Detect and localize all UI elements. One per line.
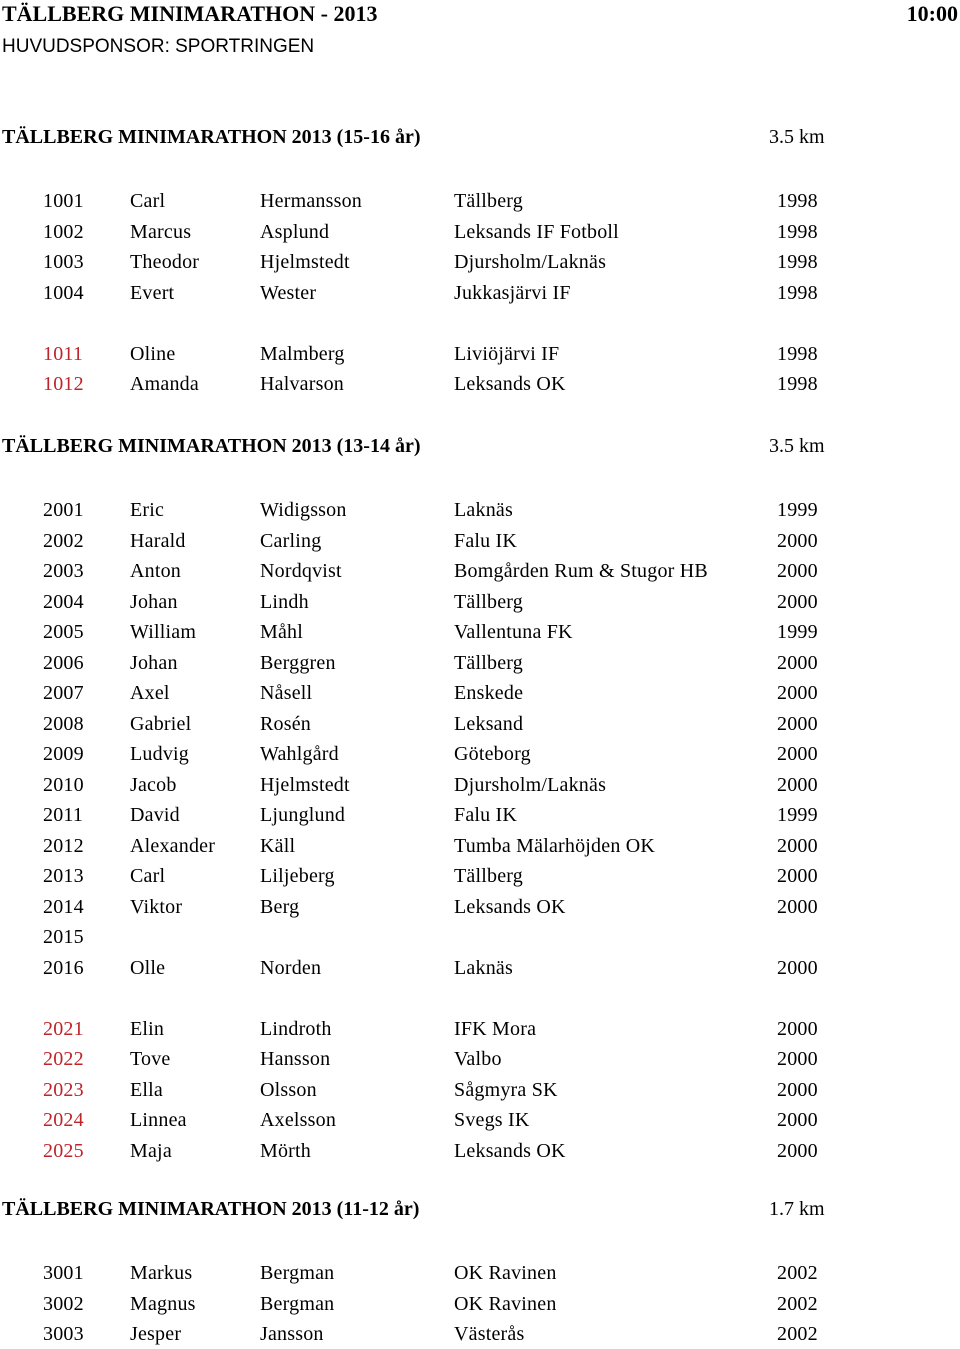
first-name: David xyxy=(130,804,180,826)
last-name: Lindroth xyxy=(260,1018,332,1040)
bib-number: 2025 xyxy=(43,1140,84,1162)
entry-row xyxy=(0,678,960,708)
section-distance: 3.5 km xyxy=(769,435,825,457)
club-name: Djursholm/Laknäs xyxy=(454,774,607,796)
bib-number: 2009 xyxy=(43,743,84,765)
last-name: Hermansson xyxy=(260,190,362,212)
bib-number: 1011 xyxy=(43,343,84,365)
club-name: Tällberg xyxy=(454,865,523,887)
birth-year: 2000 xyxy=(777,1048,818,1070)
birth-year: 1998 xyxy=(777,251,818,273)
club-name: Tällberg xyxy=(454,591,523,613)
entry-row xyxy=(0,339,960,369)
club-name: Bomgården Rum & Stugor HB xyxy=(454,560,708,582)
entry-row xyxy=(0,709,960,739)
last-name: Bergman xyxy=(260,1293,335,1315)
last-name: Berg xyxy=(260,896,300,918)
birth-year: 1998 xyxy=(777,190,818,212)
last-name: Nordqvist xyxy=(260,560,342,582)
section-heading xyxy=(2,1194,960,1224)
last-name: Wester xyxy=(260,282,317,304)
birth-year: 2000 xyxy=(777,1109,818,1131)
birth-year: 1999 xyxy=(777,804,818,826)
birth-year: 2000 xyxy=(777,1079,818,1101)
birth-year: 1998 xyxy=(777,343,818,365)
bib-number: 2004 xyxy=(43,591,84,613)
first-name: Linnea xyxy=(130,1109,187,1131)
birth-year: 2000 xyxy=(777,896,818,918)
club-name: Laknäs xyxy=(454,957,513,979)
club-name: Valbo xyxy=(454,1048,502,1070)
bib-number: 2021 xyxy=(43,1018,84,1040)
entry-row xyxy=(0,861,960,891)
birth-year: 1998 xyxy=(777,373,818,395)
club-name: Leksand xyxy=(454,713,524,735)
club-name: Sågmyra SK xyxy=(454,1079,558,1101)
birth-year: 2000 xyxy=(777,957,818,979)
last-name: Hjelmstedt xyxy=(260,774,350,796)
last-name: Olsson xyxy=(260,1079,317,1101)
first-name: Evert xyxy=(130,282,175,304)
start-time: 10:00 xyxy=(906,1,958,26)
club-name: Jukkasjärvi IF xyxy=(454,282,571,304)
entry-row xyxy=(0,278,960,308)
birth-year: 2002 xyxy=(777,1323,818,1345)
first-name: Amanda xyxy=(130,373,199,395)
entry-row xyxy=(0,186,960,216)
birth-year: 2000 xyxy=(777,835,818,857)
bib-number: 2005 xyxy=(43,621,84,643)
club-name: Tumba Mälarhöjden OK xyxy=(454,835,656,857)
last-name: Norden xyxy=(260,957,322,979)
birth-year: 1998 xyxy=(777,221,818,243)
last-name: Käll xyxy=(260,835,296,857)
last-name: Berggren xyxy=(260,652,336,674)
bib-number: 1003 xyxy=(43,251,84,273)
birth-year: 2000 xyxy=(777,682,818,704)
birth-year: 2000 xyxy=(777,560,818,582)
bib-number: 2003 xyxy=(43,560,84,582)
last-name: Malmberg xyxy=(260,343,345,365)
entry-row xyxy=(0,953,960,983)
first-name: William xyxy=(130,621,197,643)
first-name: Eric xyxy=(130,499,165,521)
birth-year: 2000 xyxy=(777,530,818,552)
section-distance: 1.7 km xyxy=(769,1198,825,1220)
birth-year: 2000 xyxy=(777,591,818,613)
club-name: Leksands OK xyxy=(454,373,566,395)
first-name: Johan xyxy=(130,591,178,613)
entry-row xyxy=(0,217,960,247)
last-name: Måhl xyxy=(260,621,304,643)
first-name: Tove xyxy=(130,1048,171,1070)
bib-number: 2011 xyxy=(43,804,84,826)
birth-year: 2000 xyxy=(777,713,818,735)
last-name: Asplund xyxy=(260,221,330,243)
bib-number: 2001 xyxy=(43,499,84,521)
section-heading xyxy=(2,122,960,152)
first-name: Magnus xyxy=(130,1293,196,1315)
first-name: Marcus xyxy=(130,221,192,243)
page-title: TÄLLBERG MINIMARATHON - 2013 xyxy=(2,1,378,26)
last-name: Rosén xyxy=(260,713,311,735)
last-name: Lindh xyxy=(260,591,309,613)
birth-year: 2002 xyxy=(777,1293,818,1315)
last-name: Jansson xyxy=(260,1323,324,1345)
birth-year: 1999 xyxy=(777,621,818,643)
sponsor-line: HUVUDSPONSOR: SPORTRINGEN xyxy=(2,36,315,57)
club-name: OK Ravinen xyxy=(454,1262,557,1284)
bib-number: 2002 xyxy=(43,530,84,552)
last-name: Halvarson xyxy=(260,373,344,395)
section-distance: 3.5 km xyxy=(769,126,825,148)
birth-year: 2000 xyxy=(777,1018,818,1040)
entry-row xyxy=(0,1014,960,1044)
bib-number: 3002 xyxy=(43,1293,84,1315)
first-name: Carl xyxy=(130,190,166,212)
first-name: Ludvig xyxy=(130,743,189,765)
bib-number: 2007 xyxy=(43,682,84,704)
bib-number: 2010 xyxy=(43,774,84,796)
entry-row xyxy=(0,831,960,861)
first-name: Viktor xyxy=(130,896,183,918)
first-name: Harald xyxy=(130,530,186,552)
club-name: Falu IK xyxy=(454,530,518,552)
entry-row xyxy=(0,617,960,647)
club-name: Leksands IF Fotboll xyxy=(454,221,619,243)
club-name: Enskede xyxy=(454,682,524,704)
first-name: Oline xyxy=(130,343,176,365)
club-name: Tällberg xyxy=(454,652,523,674)
birth-year: 2000 xyxy=(777,1140,818,1162)
entry-row xyxy=(0,892,960,922)
entry-row xyxy=(0,1136,960,1166)
club-name: Falu IK xyxy=(454,804,518,826)
entry-row xyxy=(0,800,960,830)
bib-number: 3001 xyxy=(43,1262,84,1284)
bib-number: 2022 xyxy=(43,1048,84,1070)
entry-row xyxy=(0,739,960,769)
last-name: Ljunglund xyxy=(260,804,346,826)
entry-row xyxy=(0,1258,960,1288)
entry-row xyxy=(0,556,960,586)
entry-row xyxy=(0,770,960,800)
section-title: TÄLLBERG MINIMARATHON 2013 (13-14 år) xyxy=(2,435,421,457)
first-name: Johan xyxy=(130,652,178,674)
bib-number: 2024 xyxy=(43,1109,84,1131)
club-name: OK Ravinen xyxy=(454,1293,557,1315)
club-name: Göteborg xyxy=(454,743,531,765)
section-title: TÄLLBERG MINIMARATHON 2013 (11-12 år) xyxy=(2,1198,420,1220)
last-name: Hansson xyxy=(260,1048,331,1070)
bib-number: 3003 xyxy=(43,1323,84,1345)
birth-year: 1999 xyxy=(777,499,818,521)
club-name: Tällberg xyxy=(454,190,523,212)
first-name: Elin xyxy=(130,1018,165,1040)
birth-year: 2000 xyxy=(777,865,818,887)
first-name: Ella xyxy=(130,1079,164,1101)
first-name: Gabriel xyxy=(130,713,192,735)
entry-row xyxy=(0,369,960,399)
first-name: Theodor xyxy=(130,251,200,273)
last-name: Hjelmstedt xyxy=(260,251,350,273)
birth-year: 2000 xyxy=(777,743,818,765)
club-name: Liviöjärvi IF xyxy=(454,343,560,365)
entry-row xyxy=(0,1105,960,1135)
last-name: Widigsson xyxy=(260,499,347,521)
birth-year: 2000 xyxy=(777,774,818,796)
club-name: Västerås xyxy=(454,1323,525,1345)
first-name: Olle xyxy=(130,957,166,979)
last-name: Carling xyxy=(260,530,322,552)
bib-number: 1001 xyxy=(43,190,84,212)
bib-number: 2015 xyxy=(43,926,84,948)
bib-number: 2016 xyxy=(43,957,84,979)
entry-row xyxy=(0,922,960,952)
club-name: IFK Mora xyxy=(454,1018,537,1040)
birth-year: 2002 xyxy=(777,1262,818,1284)
entry-row xyxy=(0,247,960,277)
last-name: Liljeberg xyxy=(260,865,335,887)
club-name: Djursholm/Laknäs xyxy=(454,251,607,273)
bib-number: 2013 xyxy=(43,865,84,887)
first-name: Carl xyxy=(130,865,166,887)
club-name: Leksands OK xyxy=(454,1140,566,1162)
first-name: Axel xyxy=(130,682,170,704)
club-name: Vallentuna FK xyxy=(454,621,573,643)
first-name: Jesper xyxy=(130,1323,182,1345)
first-name: Maja xyxy=(130,1140,172,1162)
first-name: Alexander xyxy=(130,835,216,857)
entry-row xyxy=(0,526,960,556)
bib-number: 2006 xyxy=(43,652,84,674)
bib-number: 1002 xyxy=(43,221,84,243)
first-name: Anton xyxy=(130,560,181,582)
bib-number: 1012 xyxy=(43,373,84,395)
entry-row xyxy=(0,1044,960,1074)
first-name: Jacob xyxy=(130,774,177,796)
bib-number: 2012 xyxy=(43,835,84,857)
bib-number: 2008 xyxy=(43,713,84,735)
entry-row xyxy=(0,1075,960,1105)
entry-row xyxy=(0,587,960,617)
last-name: Nåsell xyxy=(260,682,313,704)
club-name: Leksands OK xyxy=(454,896,566,918)
bib-number: 2014 xyxy=(43,896,84,918)
entry-row xyxy=(0,1289,960,1319)
bib-number: 1004 xyxy=(43,282,84,304)
last-name: Mörth xyxy=(260,1140,311,1162)
birth-year: 2000 xyxy=(777,652,818,674)
first-name: Markus xyxy=(130,1262,193,1284)
section-title: TÄLLBERG MINIMARATHON 2013 (15-16 år) xyxy=(2,126,421,148)
club-name: Laknäs xyxy=(454,499,513,521)
last-name: Axelsson xyxy=(260,1109,337,1131)
club-name: Svegs IK xyxy=(454,1109,530,1131)
last-name: Bergman xyxy=(260,1262,335,1284)
birth-year: 1998 xyxy=(777,282,818,304)
section-heading xyxy=(2,431,960,461)
entry-row xyxy=(0,648,960,678)
bib-number: 2023 xyxy=(43,1079,84,1101)
last-name: Wahlgård xyxy=(260,743,339,765)
entry-row xyxy=(0,495,960,525)
